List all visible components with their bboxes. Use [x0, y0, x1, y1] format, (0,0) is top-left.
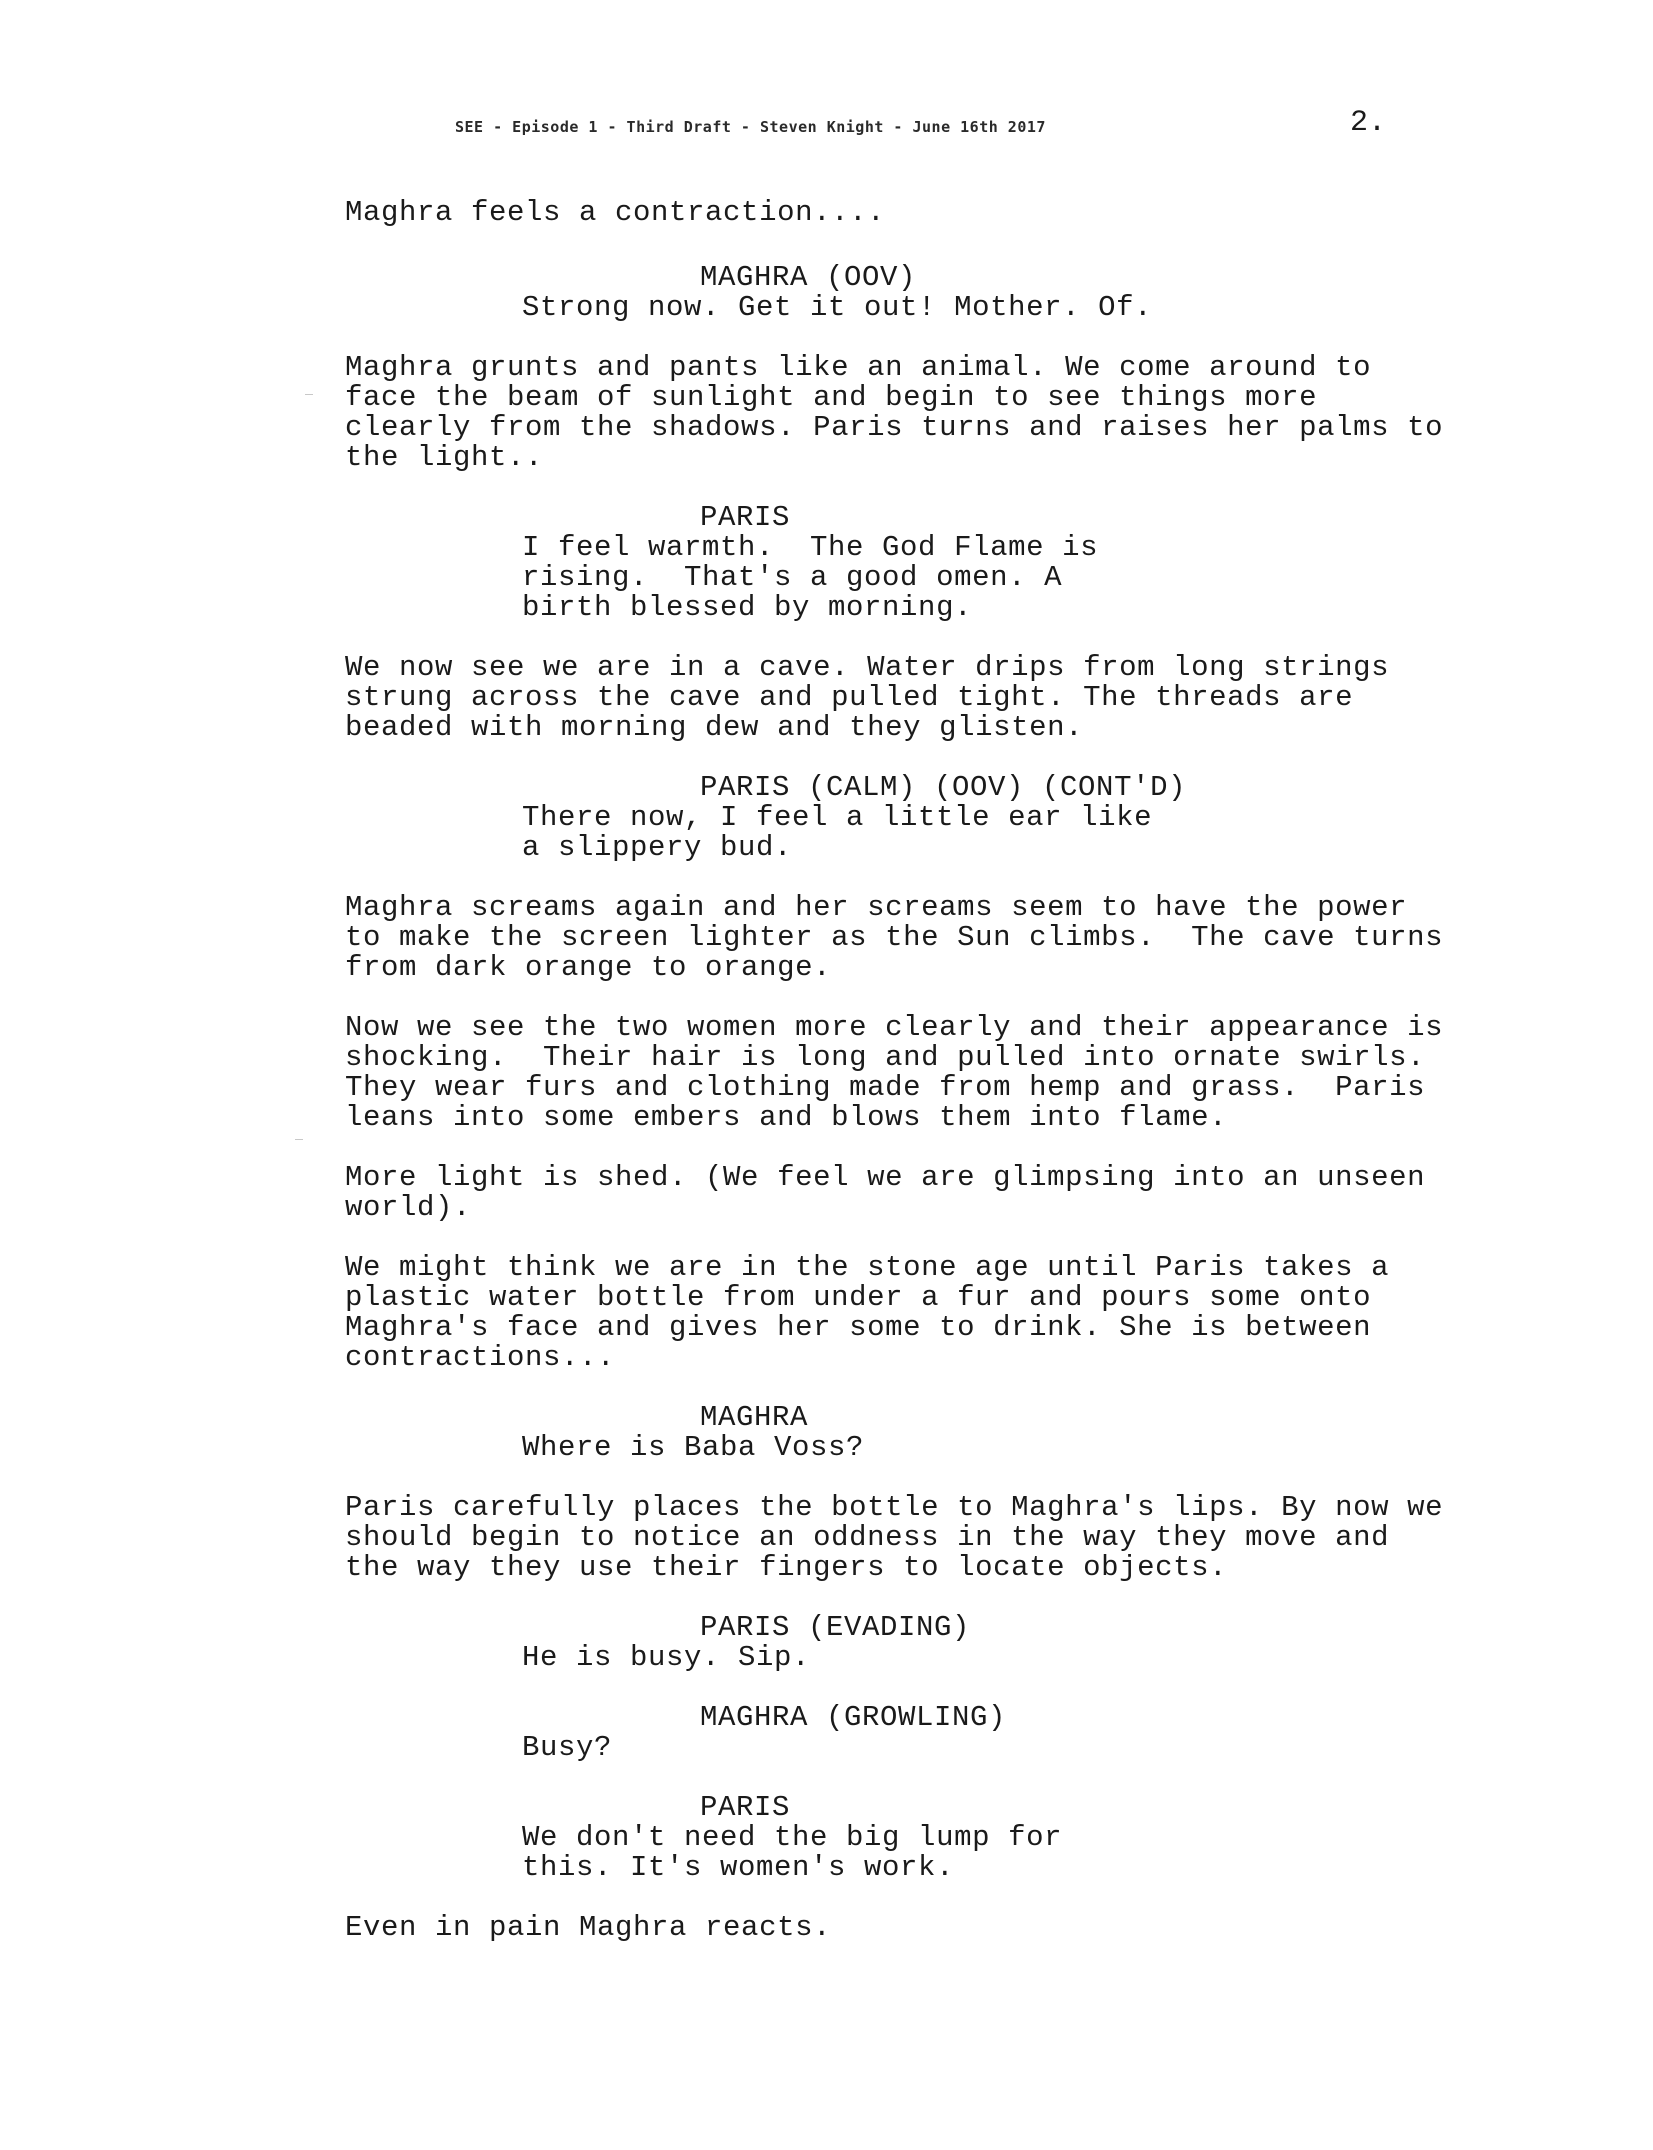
action-line: the light.. — [345, 441, 544, 474]
character-name: MAGHRA (GROWLING) — [700, 1701, 1007, 1734]
action-line: contractions... — [345, 1341, 616, 1374]
dialogue-line: rising. That's a good omen. A — [522, 561, 1063, 594]
action-line: Maghra feels a contraction.... — [345, 196, 886, 229]
action-line: world). — [345, 1191, 472, 1224]
action-line: shocking. Their hair is long and pulled into ornate swirls. — [345, 1041, 1426, 1074]
running-header: SEE - Episode 1 - Third Draft - Steven Knight - June 16th 2017 — [455, 118, 1046, 136]
action-line: We might think we are in the stone age until Paris takes a — [345, 1251, 1390, 1284]
action-line: They wear furs and clothing made from hemp and grass. Paris — [345, 1071, 1426, 1104]
dialogue-line: I feel warmth. The God Flame is — [522, 531, 1099, 564]
action-line: Now we see the two women more clearly and their appearance is — [345, 1011, 1444, 1044]
action-line: beaded with morning dew and they glisten. — [345, 711, 1084, 744]
character-name: MAGHRA (OOV) — [700, 261, 917, 294]
action-line: Maghra grunts and pants like an animal. We come around to — [345, 351, 1372, 384]
action-line: to make the screen lighter as the Sun climbs. The cave turns — [345, 921, 1444, 954]
dialogue-line: a slippery bud. — [522, 831, 793, 864]
dialogue-line: He is busy. Sip. — [522, 1641, 811, 1674]
dialogue-line: There now, I feel a little ear like — [522, 801, 1153, 834]
character-name: PARIS — [700, 1791, 791, 1824]
character-name: PARIS (CALM) (OOV) (CONT'D) — [700, 771, 1187, 804]
dialogue-line: Strong now. Get it out! Mother. Of. — [522, 291, 1153, 324]
action-line: leans into some embers and blows them into flame. — [345, 1101, 1228, 1134]
dialogue-line: this. It's women's work. — [522, 1851, 955, 1884]
action-line: strung across the cave and pulled tight. The threads are — [345, 681, 1354, 714]
margin-tick — [305, 394, 313, 395]
character-name: MAGHRA — [700, 1401, 809, 1434]
character-name: PARIS (EVADING) — [700, 1611, 971, 1644]
action-line: More light is shed. (We feel we are glimpsing into an unseen — [345, 1161, 1426, 1194]
action-line: from dark orange to orange. — [345, 951, 832, 984]
action-line: Maghra screams again and her screams seem to have the power — [345, 891, 1408, 924]
dialogue-line: Where is Baba Voss? — [522, 1431, 865, 1464]
action-line: the way they use their fingers to locate objects. — [345, 1551, 1228, 1584]
action-line: Maghra's face and gives her some to drink. She is between — [345, 1311, 1372, 1344]
action-line: face the beam of sunlight and begin to see things more — [345, 381, 1318, 414]
action-line: We now see we are in a cave. Water drips from long strings — [345, 651, 1390, 684]
character-name: PARIS — [700, 501, 791, 534]
dialogue-line: birth blessed by morning. — [522, 591, 973, 624]
action-line: Even in pain Maghra reacts. — [345, 1911, 832, 1944]
action-line: plastic water bottle from under a fur and pours some onto — [345, 1281, 1372, 1314]
action-line: should begin to notice an oddness in the way they move and — [345, 1521, 1390, 1554]
dialogue-line: We don't need the big lump for — [522, 1821, 1063, 1854]
page-number: 2. — [1350, 106, 1387, 140]
action-line: clearly from the shadows. Paris turns and raises her palms to — [345, 411, 1444, 444]
action-line: Paris carefully places the bottle to Maghra's lips. By now we — [345, 1491, 1444, 1524]
dialogue-line: Busy? — [522, 1731, 613, 1764]
margin-tick — [295, 1139, 303, 1140]
